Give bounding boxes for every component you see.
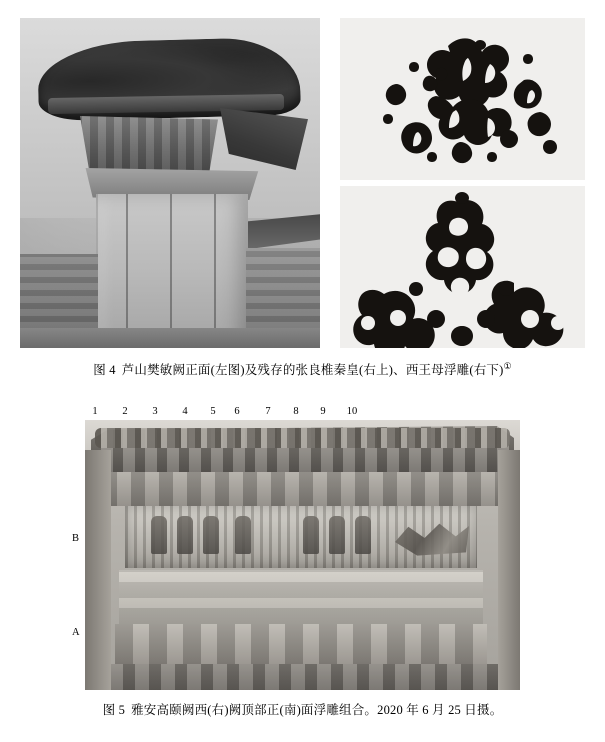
figure-4-caption-label: 图 4 (93, 363, 116, 377)
relief-figure (177, 516, 193, 554)
que-shaft (96, 194, 248, 348)
xiwangmu-rubbing-svg (340, 186, 585, 348)
stone-course-middle (119, 570, 483, 624)
relief-figure (151, 516, 167, 554)
column-number-4: 4 (182, 406, 188, 417)
relief-band-b (125, 506, 477, 568)
column-number-6: 6 (234, 406, 240, 417)
relief-figure (303, 516, 319, 554)
figure-4-caption-footnote: ① (503, 360, 512, 371)
relief-band-a (115, 624, 487, 664)
figure-4-left-photo (20, 18, 320, 348)
shaft-joint-line (126, 194, 128, 348)
figure-5-image-group (85, 420, 520, 690)
figure-4-right-top-rubbing (340, 18, 585, 180)
column-number-1: 1 (92, 406, 98, 417)
photo-ground (20, 328, 320, 348)
figure-5-caption-text: 雅安高颐阙西(右)阙顶部正(南)面浮雕组合。2020 年 6 月 25 日摄。 (131, 703, 503, 717)
shaft-joint-line (214, 194, 216, 348)
que-base-course (97, 664, 508, 690)
figure-5-caption-label: 图 5 (102, 703, 126, 717)
relief-figure (355, 516, 371, 554)
figure-5-column-numbers (85, 406, 405, 420)
figure-4-right-bottom-rubbing (340, 186, 585, 348)
column-number-8: 8 (293, 406, 299, 417)
zhangliang-rubbing-svg (340, 18, 585, 180)
column-number-3: 3 (152, 406, 158, 417)
figure-4-caption (0, 360, 605, 378)
figure-5-row-label-a: A (72, 627, 80, 638)
figure-5-row-label-b: B (72, 533, 80, 544)
column-number-2: 2 (122, 406, 128, 417)
que-secondary-eave (242, 214, 320, 250)
column-number-5: 5 (210, 406, 216, 417)
relief-figure (203, 516, 219, 554)
figure-4-image-group (20, 18, 585, 348)
relief-dragon (395, 518, 469, 558)
figure-4-caption-text: 芦山樊敏阙正面(左图)及残存的张良椎秦皇(右上)、西王母浮雕(右下) (121, 363, 504, 377)
relief-figure (235, 516, 251, 554)
column-number-10: 10 (346, 406, 358, 417)
photo-left-background (85, 450, 111, 690)
figure-5-photo (85, 420, 520, 690)
que-roof-tiles (95, 428, 510, 448)
photo-right-background (498, 450, 520, 690)
relief-figure (329, 516, 345, 554)
figure-5-caption (0, 700, 605, 718)
column-number-9: 9 (320, 406, 326, 417)
que-cornice (103, 472, 502, 506)
column-number-7: 7 (265, 406, 271, 417)
shaft-joint-line (170, 194, 172, 348)
que-bracket-set (74, 116, 224, 174)
